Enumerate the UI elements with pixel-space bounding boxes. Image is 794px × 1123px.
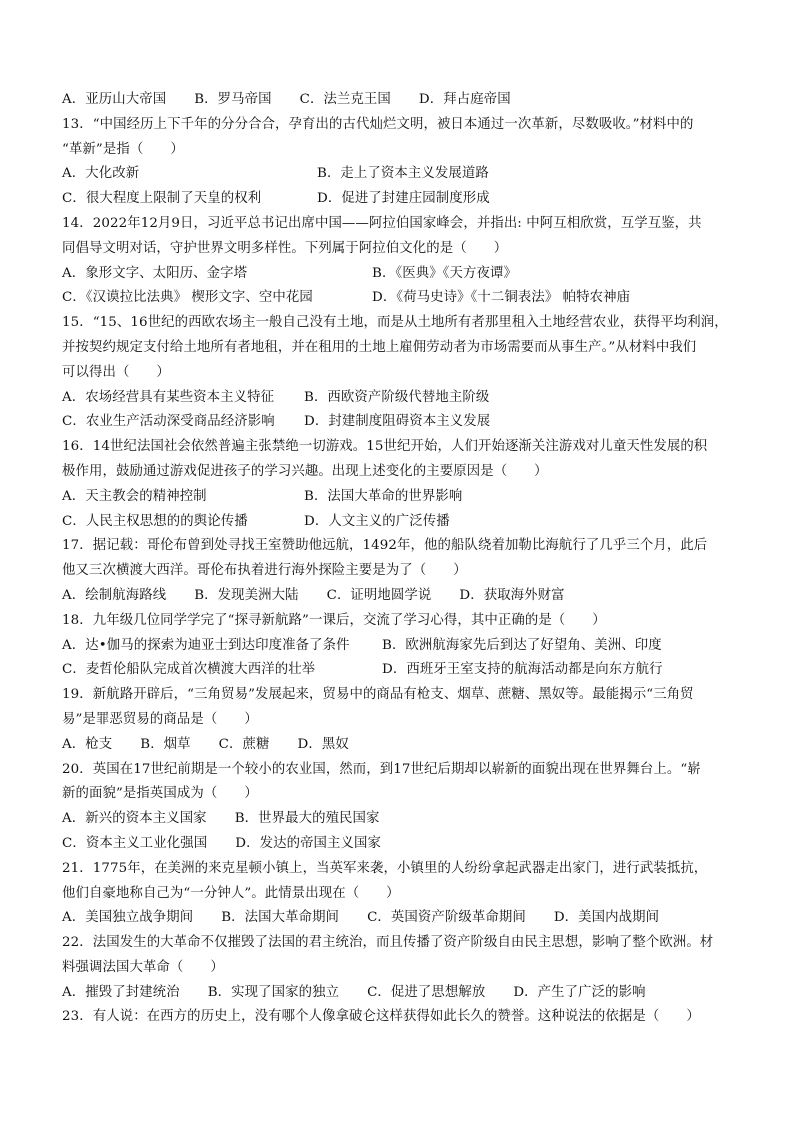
q19-option-a: A．枪支 <box>62 736 113 752</box>
q16-option-a: A．天主教会的精神控制 <box>62 488 207 504</box>
q15-stem-line2: 并按契约规定支付给土地所有者地租，并在租用的土地上雇佣劳动者为市场需要而从事生产。”从材料中我们 <box>62 339 697 355</box>
q22-options <box>62 981 738 1006</box>
q13-stem-line2: “革新”是指（ ） <box>62 141 184 157</box>
q17-options <box>62 584 738 609</box>
q15-option-c: C．农业生产活动深受商品经济影响 <box>62 414 275 430</box>
q16-option-c: C．人民主权思想的的舆论传播 <box>62 513 248 529</box>
q13-option-d: D．促进了封建庄园制度形成 <box>317 191 490 207</box>
q13-stem-line1: 13．“中国经历上下千年的分分合合，孕育出的古代灿烂文明，被日本通过一次革新，尽数吸收。”材料中的 <box>62 116 694 132</box>
q14-stem-line2: 同倡导文明对话，守护世界文明多样性。下列属于阿拉伯文化的是（ ） <box>62 240 508 256</box>
q13-options-row1 <box>62 162 738 187</box>
q19-stem-line2: 易”是罪恶贸易的商品是（ ） <box>62 711 258 727</box>
q19-options <box>62 733 738 758</box>
q22-option-d: D．产生了广泛的影响 <box>513 984 646 1000</box>
q14-option-d: D．《荷马史诗》《十二铜表法》 帕特农神庙 <box>372 290 631 306</box>
q15-stem-line1: 15．“15、16世纪的西欧农场主一般自己没有土地，而是从土地所有者那里租入土地经营农业，获得平均利润， <box>62 315 728 331</box>
q14-stem-line1: 14．2022年12月9日，习近平总书记出席中国——阿拉伯国家峰会，并指出: 中阿互相欣赏，互学互鉴，共 <box>62 215 702 231</box>
q17-stem-line2: 他又三次横渡大西洋。哥伦布执着进行海外探险主要是为了（ ） <box>62 563 467 579</box>
q12-option-a: A．亚历山大帝国 <box>62 92 167 107</box>
q21-stem-line1: 21．1775年，在美洲的来克星顿小镇上，当英军来袭，小镇里的人纷纷拿起武器走出家门，进行武装抵抗， <box>62 860 708 876</box>
q20-option-c: C．资本主义工业化强国 <box>62 835 208 851</box>
q15-options-row1 <box>62 386 738 411</box>
q16-options-row2 <box>62 510 738 535</box>
q19-stem-line1: 19．新航路开辟后，“三角贸易”发展起来，贸易中的商品有枪支、烟草、蔗糖、黑奴等。最能揭示“三角贸 <box>62 687 694 703</box>
q20-stem-line1: 20．英国在17世纪前期是一个较小的农业国，然而，到17世纪后期却以崭新的面貌出现在世界舞台上。“崭 <box>62 761 701 777</box>
q16-stem-line2: 极作用，鼓励通过游戏促进孩子的学习兴趣。出现上述变化的主要原因是（ ） <box>62 463 548 479</box>
q18-option-c: C．麦哲伦船队完成首次横渡大西洋的壮举 <box>62 662 316 678</box>
exam-page <box>62 88 738 1030</box>
q12-option-c: C．法兰克王国 <box>299 92 391 107</box>
q22-stem-line1: 22．法国发生的大革命不仅摧毁了法国的君主统治，而且传播了资产阶级自由民主思想，影响了整个欧洲。材 <box>62 935 714 951</box>
q15-option-b: B．西欧资产阶级代替地主阶级 <box>304 389 490 405</box>
q21-option-a: A．美国独立战争期间 <box>62 910 194 926</box>
q20-stem-line2: 新的面貌”是指英国成为（ ） <box>62 786 258 802</box>
q15-option-a: A．农场经营具有某些资本主义特征 <box>62 389 275 405</box>
q22-option-c: C．促进了思想解放 <box>367 984 486 1000</box>
q12-option-d: D．拜占庭帝国 <box>418 92 511 107</box>
q21-option-c: C．英国资产阶级革命期间 <box>367 910 526 926</box>
q17-option-b: B．发现美洲大陆 <box>194 587 299 603</box>
q20-option-b: B．世界最大的殖民国家 <box>234 811 380 827</box>
q14-options-row1 <box>62 262 738 287</box>
q20-options-row2 <box>62 832 738 857</box>
q12-options <box>62 88 738 113</box>
q18-options-row1 <box>62 634 738 659</box>
q17-stem-line1: 17．据记载：哥伦布曾到处寻找王室赞助他远航，1492年，他的船队绕着加勒比海航行了几乎三个月，此后 <box>62 538 708 554</box>
q16-option-b: B．法国大革命的世界影响 <box>304 488 463 504</box>
q20-options-row1 <box>62 807 738 832</box>
q17-option-c: C．证明地圆学说 <box>326 587 432 603</box>
q22-stem-line2: 料强调法国大革命（ ） <box>62 959 224 975</box>
q19-option-b: B．烟草 <box>140 736 191 752</box>
q13-option-c: C．很大程度上限制了天皇的权利 <box>62 191 262 207</box>
q19-option-d: D．黑奴 <box>297 736 349 752</box>
q21-option-b: B．法国大革命期间 <box>221 910 340 926</box>
q18-option-b: B．欧洲航海家先后到达了好望角、美洲、印度 <box>382 637 662 653</box>
q13-option-a: A．大化改新 <box>62 166 140 182</box>
q15-options-row2 <box>62 410 738 435</box>
q18-options-row2 <box>62 658 738 683</box>
q14-option-c: C．《汉谟拉比法典》 楔形文字、空中花园 <box>62 290 313 306</box>
q14-option-b: B．《医典》《天方夜谭》 <box>372 265 517 281</box>
q16-options-row1 <box>62 485 738 510</box>
q16-option-d: D．人文主义的广泛传播 <box>304 513 450 529</box>
q14-options-row2 <box>62 286 738 311</box>
q13-options-row2 <box>62 187 738 212</box>
q20-option-d: D．发达的帝国主义国家 <box>235 835 382 851</box>
q20-option-a: A．新兴的资本主义国家 <box>62 811 207 827</box>
q12-option-b: B．罗马帝国 <box>194 92 272 107</box>
q21-option-d: D．美国内战期间 <box>553 910 660 926</box>
q22-option-a: A．摧毁了封建统治 <box>62 984 180 1000</box>
q18-stem-line1: 18．九年级几位同学学完了“探寻新航路”一课后，交流了学习心得，其中正确的是（ ） <box>62 612 606 628</box>
q18-option-a: A．达•伽马的探索为迪亚士到达印度准备了条件 <box>62 637 350 653</box>
q16-stem-line1: 16．14世纪法国社会依然普遍主张禁绝一切游戏。15世纪开始，人们开始逐渐关注游戏对儿童天性发展的积 <box>62 439 708 455</box>
q22-option-b: B．实现了国家的独立 <box>207 984 340 1000</box>
q21-options <box>62 906 738 931</box>
q19-option-c: C．蔗糖 <box>218 736 270 752</box>
q14-option-a: A．象形文字、太阳历、金字塔 <box>62 265 248 281</box>
q23-stem-line1: 23．有人说：在西方的历史上，没有哪个人像拿破仑这样获得如此长久的赞誉。这种说法的依据是（ ） <box>62 1009 700 1025</box>
q17-option-d: D．获取海外财富 <box>459 587 565 603</box>
q15-stem-line3: 可以得出（ ） <box>62 364 170 380</box>
q18-option-d: D．西班牙王室支持的航海活动都是向东方航行 <box>382 662 663 678</box>
q17-option-a: A．绘制航海路线 <box>62 587 167 603</box>
q15-option-d: D．封建制度阻碍资本主义发展 <box>304 414 491 430</box>
q21-stem-line2: 他们自豪地称自己为“一分钟人”。此情景出现在（ ） <box>62 885 400 901</box>
q13-option-b: B．走上了资本主义发展道路 <box>317 166 489 182</box>
